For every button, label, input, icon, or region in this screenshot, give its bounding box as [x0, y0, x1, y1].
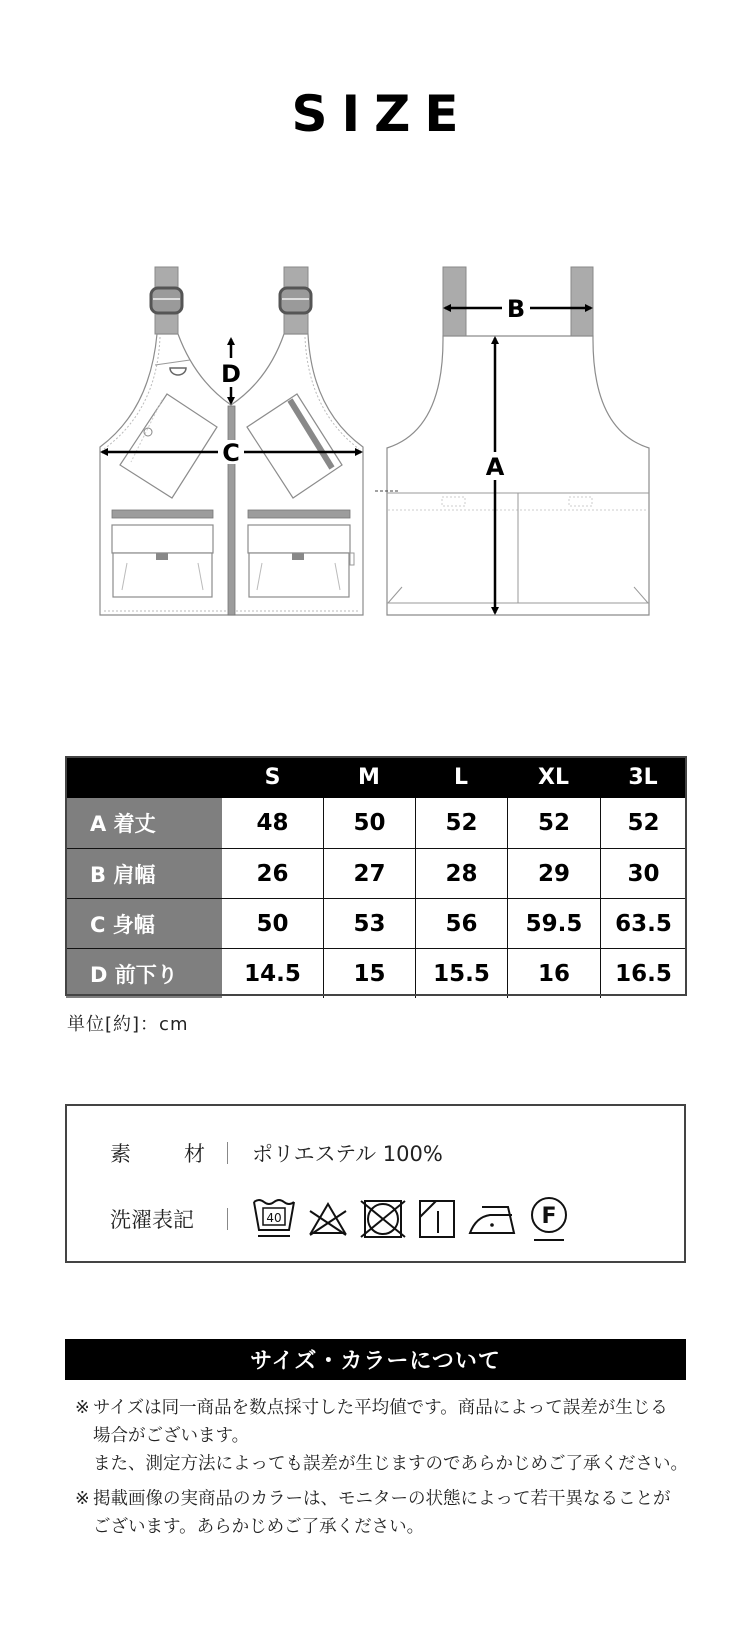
row-label: B 肩幅 [66, 849, 222, 898]
material-label-part: 素 [110, 1142, 131, 1166]
no-bleach-icon [308, 1201, 348, 1237]
table-cell: 16.5 [600, 949, 686, 998]
svg-text:F: F [541, 1204, 557, 1229]
measure-label-a: A [485, 453, 505, 481]
note-line: 掲載画像の実商品のカラーは、モニターの状態によって若干異なることが [93, 1489, 671, 1509]
notes-list [75, 1394, 695, 1548]
vest-size-diagram [0, 240, 750, 640]
material-care-box [65, 1104, 686, 1263]
buckle-icon [151, 288, 182, 313]
note-line: サイズは同一商品を数点採寸した平均値です。商品によって誤差が生じる [93, 1398, 668, 1418]
buckle-icon [280, 288, 311, 313]
material-row [110, 1138, 443, 1168]
material-label-part: 材 [184, 1142, 205, 1166]
table-cell: 15 [323, 949, 415, 998]
care-label: 洗濯表記 [110, 1208, 194, 1232]
note-line: ございます。あらかじめご了承ください。 [93, 1517, 425, 1537]
separator [227, 1142, 228, 1164]
table-cell: 56 [415, 899, 507, 948]
header-cell-3l: 3L [628, 765, 658, 790]
svg-text:40: 40 [266, 1211, 282, 1225]
table-row [66, 848, 686, 898]
table-cell: 53 [323, 899, 415, 948]
table-cell: 52 [600, 798, 686, 848]
no-tumble-dry-icon [360, 1199, 406, 1239]
page-title: SIZE [291, 85, 473, 143]
care-icons [252, 1195, 570, 1243]
header-cell-m: M [358, 765, 380, 790]
table-cell: 63.5 [600, 899, 686, 948]
table-cell: 26 [222, 849, 323, 898]
table-cell: 28 [415, 849, 507, 898]
row-label: D 前下り [66, 949, 222, 998]
table-cell: 59.5 [507, 899, 600, 948]
header-cell-empty [66, 757, 222, 798]
table-cell: 29 [507, 849, 600, 898]
note-mark: ※ [75, 1489, 90, 1509]
row-label: A 着丈 [66, 798, 222, 848]
line-dry-shade-icon [418, 1199, 456, 1239]
care-row [110, 1194, 570, 1244]
notes-heading: サイズ・カラーについて [65, 1339, 686, 1380]
note-line: また、測定方法によっても誤差が生じますのであらかじめご了承ください。 [93, 1454, 688, 1474]
unit-note: 単位[約]：cm [67, 1014, 189, 1035]
table-cell: 16 [507, 949, 600, 998]
note-line: 場合がございます。 [93, 1426, 250, 1446]
measure-label-b: B [506, 295, 526, 323]
measure-label-c: C [222, 439, 240, 467]
note-mark: ※ [75, 1398, 90, 1418]
table-cell: 48 [222, 798, 323, 848]
header-cell-xl: XL [538, 765, 569, 790]
size-table-header [66, 757, 686, 798]
table-cell: 52 [415, 798, 507, 848]
row-label: C 身幅 [66, 899, 222, 948]
table-row [66, 798, 686, 848]
note-item [75, 1394, 695, 1478]
header-cell-s: S [264, 765, 281, 790]
size-table [66, 757, 686, 998]
separator [227, 1208, 228, 1230]
iron-low-icon [468, 1201, 516, 1237]
table-cell: 50 [323, 798, 415, 848]
front-view [100, 267, 363, 615]
material-value: ポリエステル 100% [252, 1142, 443, 1166]
measure-label-d: D [221, 360, 241, 388]
table-cell: 50 [222, 899, 323, 948]
table-row [66, 948, 686, 998]
header-cell-l: L [453, 765, 469, 790]
note-item [75, 1485, 695, 1541]
back-view [375, 267, 649, 615]
table-cell: 30 [600, 849, 686, 898]
dry-clean-f-icon [528, 1195, 570, 1243]
table-cell: 52 [507, 798, 600, 848]
table-cell: 15.5 [415, 949, 507, 998]
material-label [110, 1138, 205, 1168]
table-row [66, 898, 686, 948]
table-cell: 27 [323, 849, 415, 898]
table-cell: 14.5 [222, 949, 323, 998]
wash-40-gentle-icon [252, 1198, 296, 1240]
